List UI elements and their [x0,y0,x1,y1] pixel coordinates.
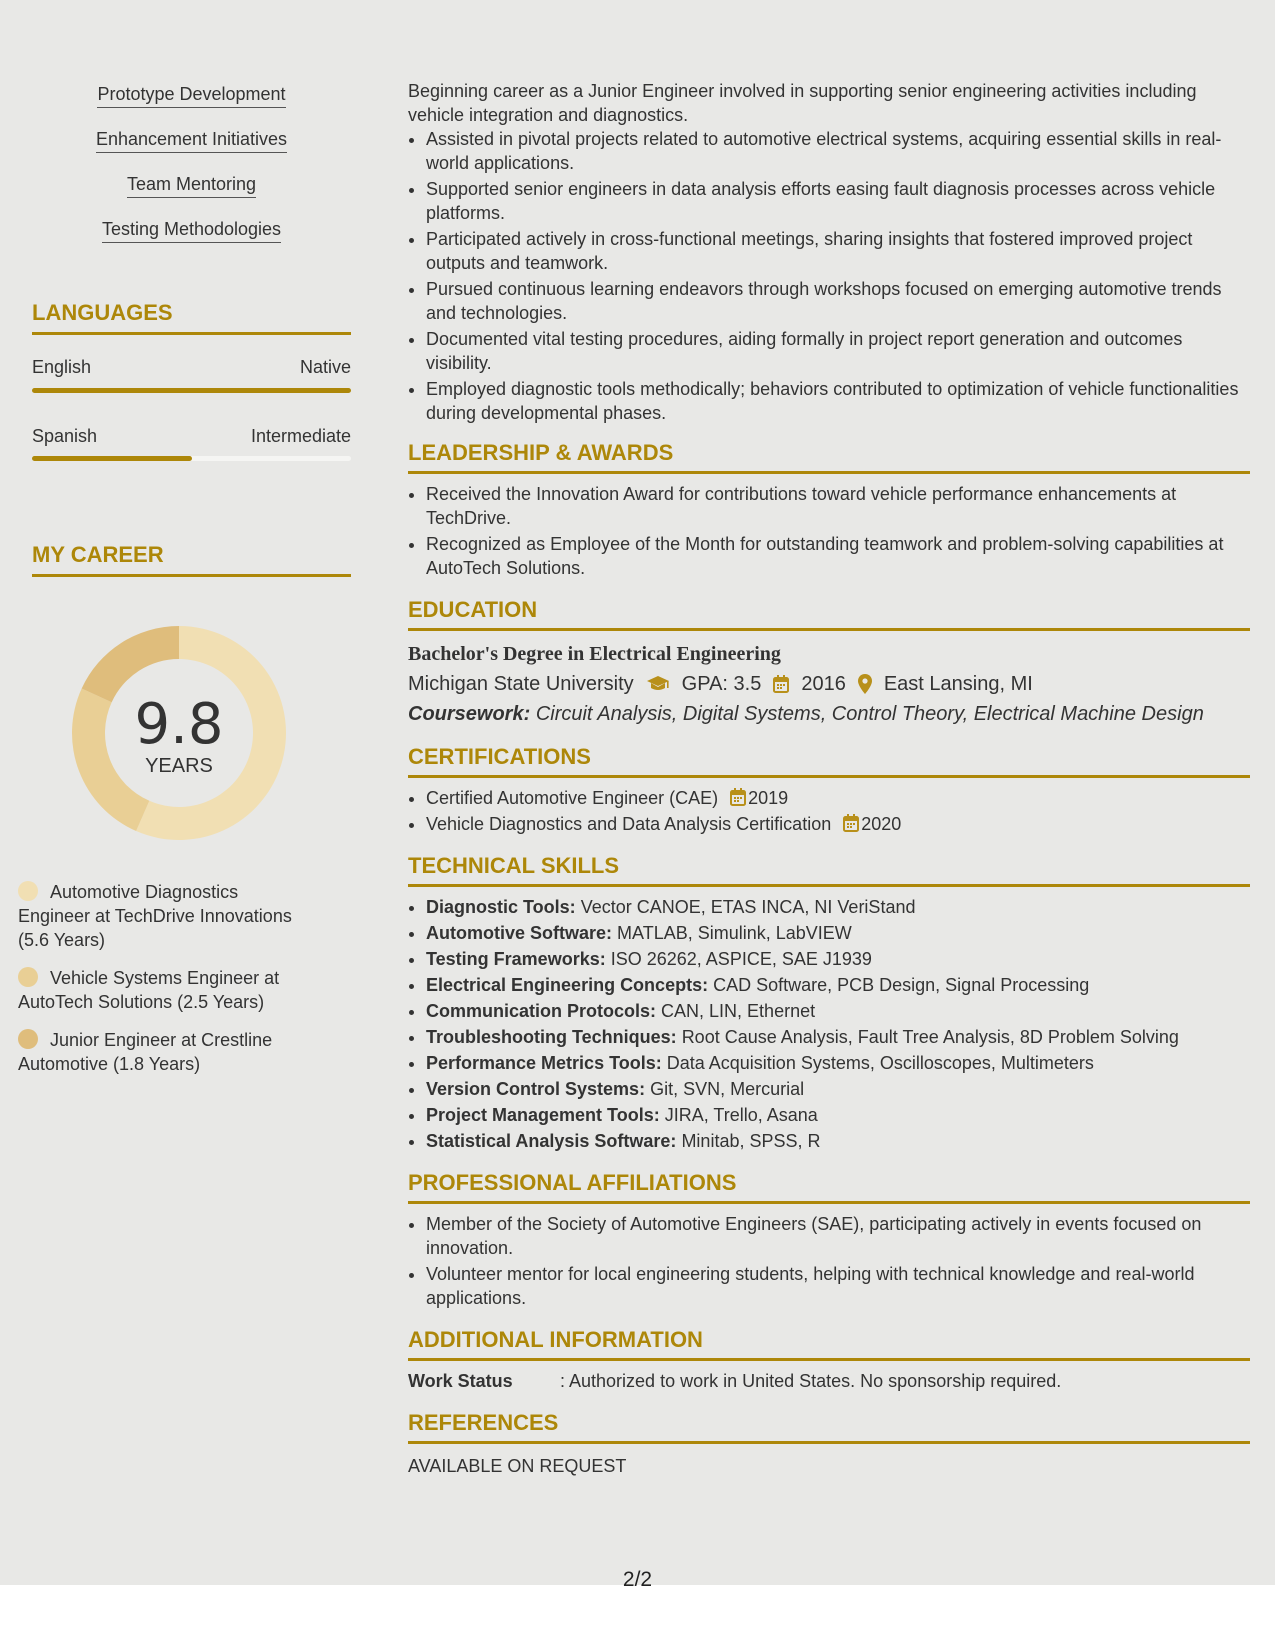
education-meta [408,671,1250,697]
graduation-cap-icon [646,675,670,693]
school-location: East Lansing, MI [883,673,1033,695]
list-item: • Electrical Engineering Concepts: CAD Software, PCB Design, Signal Processing [426,973,1250,997]
legend-dot [18,1029,38,1049]
career-legend-item: Junior Engineer at Crestline Automotive (1.8 Years) [18,1030,273,1074]
interest-item: Team Mentoring [32,174,351,219]
languages-section [32,300,351,461]
list-item: • Communication Protocols: CAN, LIN, Ethernet [426,999,1250,1023]
section-rule [408,1201,1250,1204]
affiliations-heading: PROFESSIONAL AFFILIATIONS [408,1170,737,1195]
coursework [408,701,1250,727]
donut-slice [82,626,179,702]
career-legend-item: Automotive Diagnostics Engineer at TechDrive Innovations (5.6 Years) [18,882,292,950]
leadership-heading: LEADERSHIP & AWARDS [408,440,674,465]
list-item: • Diagnostic Tools: Vector CANOE, ETAS INCA, NI VeriStand [426,895,1250,919]
language-row [32,357,351,378]
references-heading: REFERENCES [408,1410,559,1435]
certification-year: 2019 [748,788,789,808]
leadership-list [408,482,1250,580]
language-row [32,426,351,447]
right-column [408,0,1250,1478]
affiliations-list [408,1212,1250,1310]
location-pin-icon [858,674,872,694]
career-total-years: 9.8 [134,692,224,757]
work-status-row [408,1369,1250,1393]
additional-info-heading: ADDITIONAL INFORMATION [408,1327,703,1352]
work-status-label: Work Status [408,1371,513,1391]
list-item: • Supported senior engineers in data analysis efforts easing fault diagnosis processes across vehicle platforms. [426,177,1250,225]
section-rule [408,1358,1250,1361]
list-item: • Version Control Systems: Git, SVN, Mercurial [426,1077,1250,1101]
list-item: • Member of the Society of Automotive Engineers (SAE), participating actively in events focused on innovation. [426,1212,1250,1260]
list-item: • Recognized as Employee of the Month for outstanding teamwork and problem-solving capabilities at AutoTech Solutions. [426,532,1250,580]
coursework-list: Circuit Analysis, Digital Systems, Control Theory, Electrical Machine Design [535,703,1204,725]
section-rule [408,775,1250,778]
list-item: • Statistical Analysis Software: Minitab, SPSS, R [426,1129,1250,1153]
list-item: • Certified Automotive Engineer (CAE) 2019 [426,786,1250,810]
career-years-unit: YEARS [145,755,213,777]
skills-list [408,895,1250,1153]
section-rule [408,1441,1250,1444]
work-status-value: : Authorized to work in United States. No sponsorship required. [560,1371,1062,1391]
page-number: 2/2 [622,1568,653,1591]
list-item: • Performance Metrics Tools: Data Acquisition Systems, Oscilloscopes, Multimeters [426,1051,1250,1075]
section-rule [408,628,1250,631]
list-item: • Documented vital testing procedures, aiding formally in project report generation and outcomes visibility. [426,327,1250,375]
certification-year: 2020 [861,814,902,834]
career-rule [32,574,351,577]
language-bar-fill [32,388,351,393]
calendar-icon [773,675,789,693]
list-item: • Assisted in pivotal projects related to automotive electrical systems, acquiring essential skills in real-world applications. [426,127,1250,175]
list-item: • Employed diagnostic tools methodically; behaviors contributed to optimization of vehicle functionalities during developmental phases. [426,377,1250,425]
language-level: Intermediate [250,426,351,446]
language-bar [32,456,351,461]
languages-rule [32,332,351,335]
legend-dot [18,967,38,987]
calendar-icon [730,788,746,806]
list-item: • Troubleshooting Techniques: Root Cause Analysis, Fault Tree Analysis, 8D Problem Solving [426,1025,1250,1049]
references-text: AVAILABLE ON REQUEST [408,1456,627,1476]
certifications-list [408,786,1250,836]
list-item: • Volunteer mentor for local engineering students, helping with technical knowledge and real-world applications. [426,1262,1250,1310]
list-item: • Project Management Tools: JIRA, Trello, Asana [426,1103,1250,1127]
list-item: • Pursued continuous learning endeavors through workshops focused on emerging automotive trends and technologies. [426,277,1250,325]
graduation-year: 2016 [801,673,846,695]
list-item: • Participated actively in cross-functional meetings, sharing insights that fostered improved project outputs and teamwork. [426,227,1250,275]
list-item: • Received the Innovation Award for contributions toward vehicle performance enhancements at TechDrive. [426,482,1250,530]
experience-intro: Beginning career as a Junior Engineer involved in supporting senior engineering activities including vehicle integration and diagnostics. [408,81,1197,125]
language-bar-fill [32,456,192,461]
languages-heading: LANGUAGES [32,300,173,325]
language-name: English [32,357,92,377]
section-rule [408,884,1250,887]
skills-heading: TECHNICAL SKILLS [408,853,620,878]
legend-dot [18,881,38,901]
calendar-icon [843,814,859,832]
coursework-label: Coursework: [408,703,531,725]
interests-list [32,84,351,264]
language-level: Native [299,357,351,377]
experience-bullets [408,127,1250,425]
list-item: • Vehicle Diagnostics and Data Analysis Certification 2020 [426,812,1250,836]
list-item: • Testing Frameworks: ISO 26262, ASPICE, SAE J1939 [426,947,1250,971]
list-item: • Automotive Software: MATLAB, Simulink, LabVIEW [426,921,1250,945]
career-legend-item: Vehicle Systems Engineer at AutoTech Solutions (2.5 Years) [18,968,280,1012]
interest-item: Enhancement Initiatives [32,129,351,174]
interest-item: Prototype Development [32,84,351,129]
education-heading: EDUCATION [408,597,538,622]
school-name: Michigan State University [408,673,634,695]
career-heading-block [32,542,351,577]
career-heading: MY CAREER [32,542,164,567]
certifications-heading: CERTIFICATIONS [408,744,591,769]
gpa: GPA: 3.5 [681,673,762,695]
interest-item: Testing Methodologies [32,219,351,264]
degree-title: Bachelor's Degree in Electrical Engineering [408,643,781,665]
language-name: Spanish [32,426,98,446]
language-bar [32,388,351,393]
career-donut-chart [66,620,292,846]
section-rule [408,471,1250,474]
